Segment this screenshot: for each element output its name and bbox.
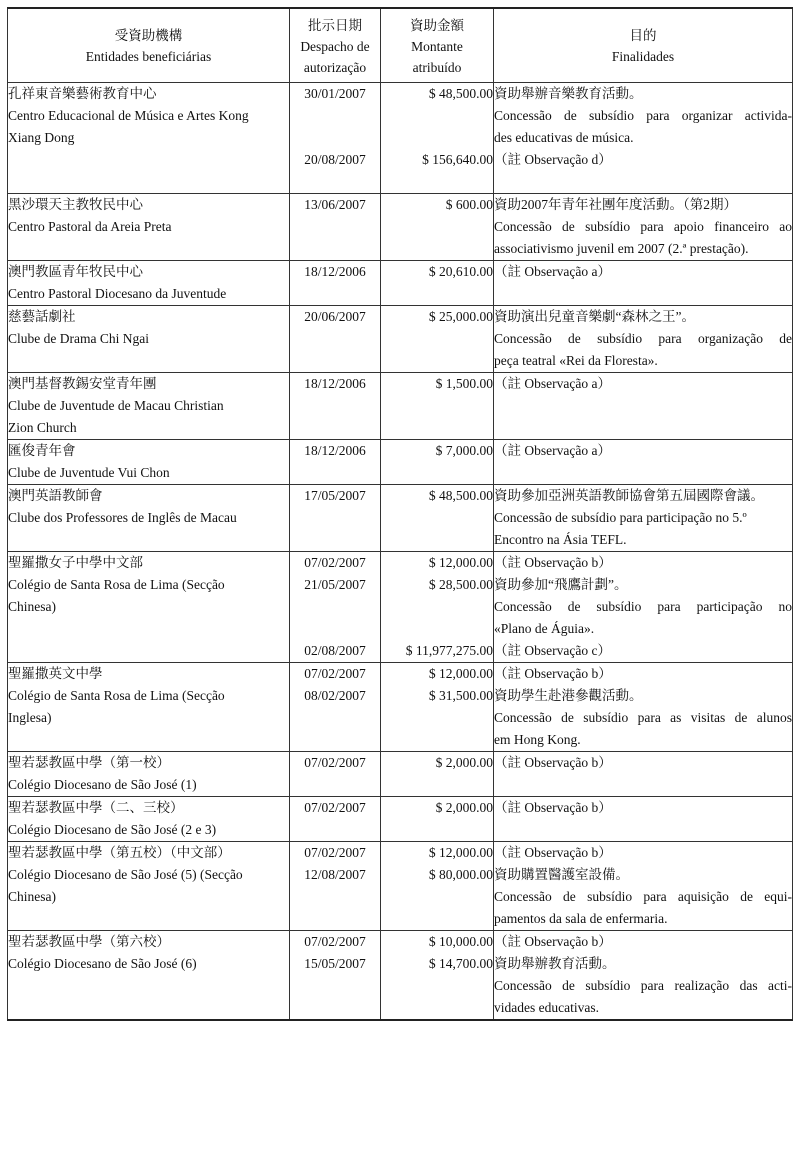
entity-line: 聖若瑟教區中學（二、三校） xyxy=(8,799,184,815)
purpose-line: （註 Observação b） xyxy=(494,844,612,860)
entity-cell xyxy=(8,372,290,439)
amount-line: $ 28,500.00 xyxy=(428,576,493,592)
amount-cell xyxy=(381,751,494,796)
entity-line: 匯俊青年會 xyxy=(8,442,76,458)
table-row xyxy=(8,930,793,1020)
date-cell xyxy=(290,662,381,751)
amount-line: $ 1,500.00 xyxy=(435,375,493,391)
header-date xyxy=(290,8,381,82)
table-row xyxy=(8,751,793,796)
entity-line: 聖若瑟教區中學（第一校） xyxy=(8,754,170,770)
amount-cell xyxy=(381,930,494,1020)
date-cell xyxy=(290,796,381,841)
entity-line xyxy=(8,997,289,1019)
amount-cell xyxy=(381,305,494,372)
purpose-line: Concessão de subsídio para realização das acti- xyxy=(494,977,792,993)
purpose-line: （註 Observação b） xyxy=(494,799,612,815)
table-row xyxy=(8,193,793,260)
purpose-line: pamentos da sala de enfermaria. xyxy=(494,910,668,926)
amount-cell xyxy=(381,372,494,439)
entity-line xyxy=(8,640,289,662)
purpose-line: （註 Observação d） xyxy=(494,151,612,167)
date-cell xyxy=(290,930,381,1020)
entity-line: 孔祥東音樂藝術教育中心 xyxy=(8,85,157,101)
purpose-line: （註 Observação a） xyxy=(494,375,611,391)
table-header-row xyxy=(8,8,793,82)
entity-line: Colégio Diocesano de São José (2 e 3) xyxy=(8,821,217,837)
entity-line: 澳門基督教錫安堂青年團 xyxy=(8,375,157,391)
entity-line: Chinesa) xyxy=(8,888,56,904)
amount-line: $ 20,610.00 xyxy=(428,263,493,279)
purpose-line: 資助學生赴港參觀活動。 xyxy=(494,687,643,703)
purpose-cell xyxy=(494,193,793,260)
date-cell xyxy=(290,751,381,796)
date-line: 15/05/2007 xyxy=(304,955,366,971)
date-cell xyxy=(290,439,381,484)
header-amount-pt-1: Montante xyxy=(411,38,463,54)
date-cell xyxy=(290,305,381,372)
purpose-cell xyxy=(494,662,793,751)
amount-cell xyxy=(381,439,494,484)
date-line: 07/02/2007 xyxy=(304,754,366,770)
amount-line: $ 10,000.00 xyxy=(428,933,493,949)
amount-line: $ 11,977,275.00 xyxy=(405,642,493,658)
date-line: 08/02/2007 xyxy=(304,687,366,703)
purpose-cell xyxy=(494,260,793,305)
date-line: 07/02/2007 xyxy=(304,933,366,949)
purpose-cell xyxy=(494,82,793,193)
header-date-zh: 批示日期 xyxy=(308,17,362,33)
entity-line: 慈藝話劇社 xyxy=(8,308,76,324)
entity-line: 澳門教區青年牧民中心 xyxy=(8,263,143,279)
purpose-line: （註 Observação b） xyxy=(494,665,612,681)
header-amount-pt-2: atribuído xyxy=(412,59,462,75)
date-cell xyxy=(290,82,381,193)
purpose-cell xyxy=(494,551,793,662)
amount-line: $ 600.00 xyxy=(445,196,493,212)
date-line: 20/06/2007 xyxy=(304,308,366,324)
purpose-line: （註 Observação c） xyxy=(494,642,611,658)
entity-line: Zion Church xyxy=(8,419,77,435)
entity-cell xyxy=(8,82,290,193)
table-body xyxy=(8,82,793,1020)
purpose-line: （註 Observação b） xyxy=(494,754,612,770)
date-line: 02/08/2007 xyxy=(304,642,366,658)
header-entity-zh: 受資助機構 xyxy=(114,28,183,44)
table-row xyxy=(8,305,793,372)
amount-line: $ 48,500.00 xyxy=(428,487,493,503)
amount-cell xyxy=(381,662,494,751)
amount-cell xyxy=(381,193,494,260)
entity-line: 聖羅撒女子中學中文部 xyxy=(8,554,143,570)
table-row xyxy=(8,796,793,841)
date-line: 20/08/2007 xyxy=(304,151,366,167)
date-line: 17/05/2007 xyxy=(304,487,366,503)
table-row xyxy=(8,82,793,193)
table-row xyxy=(8,439,793,484)
entity-line xyxy=(8,350,289,372)
purpose-line: （註 Observação b） xyxy=(494,933,612,949)
date-line: 21/05/2007 xyxy=(304,576,366,592)
date-line: 13/06/2007 xyxy=(304,196,366,212)
entity-line xyxy=(8,171,289,193)
entity-line: Xiang Dong xyxy=(8,129,75,145)
amount-line xyxy=(381,105,493,127)
date-line xyxy=(290,127,380,149)
purpose-line: associativismo juvenil em 2007 (2.ª prestação). xyxy=(494,240,749,256)
date-cell xyxy=(290,260,381,305)
amount-line: $ 25,000.00 xyxy=(428,308,493,324)
purpose-cell xyxy=(494,930,793,1020)
header-amount xyxy=(381,8,494,82)
entity-cell xyxy=(8,930,290,1020)
amount-line: $ 48,500.00 xyxy=(428,85,493,101)
entity-line xyxy=(8,908,289,930)
header-purpose xyxy=(494,8,793,82)
table-row xyxy=(8,372,793,439)
purpose-cell xyxy=(494,484,793,551)
purpose-line: （註 Observação a） xyxy=(494,442,611,458)
amount-line: $ 156,640.00 xyxy=(422,151,493,167)
header-entity-pt: Entidades beneficiárias xyxy=(85,49,212,65)
amount-line xyxy=(381,618,493,640)
entity-line xyxy=(8,149,289,171)
date-cell xyxy=(290,193,381,260)
entity-cell xyxy=(8,551,290,662)
date-cell xyxy=(290,841,381,930)
entity-line: 聖若瑟教區中學（第五校）（中文部） xyxy=(8,844,231,860)
purpose-line: 資助2007年青年社團年度活動。（第2期） xyxy=(494,196,737,212)
entity-cell xyxy=(8,305,290,372)
entity-line: 聖若瑟教區中學（第六校） xyxy=(8,933,170,949)
amount-cell xyxy=(381,551,494,662)
table-row xyxy=(8,484,793,551)
date-line xyxy=(290,618,380,640)
purpose-line: peça teatral «Rei da Floresta». xyxy=(494,352,658,368)
entity-line: Colégio de Santa Rosa de Lima (Secção xyxy=(8,687,225,703)
purpose-cell xyxy=(494,841,793,930)
amount-line: $ 12,000.00 xyxy=(428,554,493,570)
purpose-cell xyxy=(494,372,793,439)
entity-line: Colégio Diocesano de São José (5) (Secção xyxy=(8,866,243,882)
table-row xyxy=(8,662,793,751)
entity-line: Centro Educacional de Música e Artes Kong xyxy=(8,107,249,123)
entity-line: Colégio Diocesano de São José (1) xyxy=(8,776,197,792)
entity-line xyxy=(8,238,289,260)
purpose-line: Encontro na Ásia TEFL. xyxy=(494,531,627,547)
date-line: 12/08/2007 xyxy=(304,866,366,882)
purpose-cell xyxy=(494,305,793,372)
purpose-line: em Hong Kong. xyxy=(494,731,581,747)
entity-line xyxy=(8,729,289,751)
header-entity xyxy=(8,8,290,82)
amount-cell xyxy=(381,484,494,551)
purpose-line: 資助參加“飛鷹計劃”。 xyxy=(494,576,628,592)
header-purpose-pt: Finalidades xyxy=(611,49,675,65)
entity-line xyxy=(8,529,289,551)
purpose-line: （註 Observação a） xyxy=(494,263,611,279)
amount-line: $ 2,000.00 xyxy=(435,754,493,770)
date-line: 18/12/2006 xyxy=(304,263,366,279)
purpose-line: Concessão de subsídio para as visitas de alunos xyxy=(494,709,792,725)
purpose-line: （註 Observação b） xyxy=(494,554,612,570)
purpose-line: Concessão de subsídio para organização de xyxy=(494,330,792,346)
date-line: 18/12/2006 xyxy=(304,375,366,391)
date-line: 18/12/2006 xyxy=(304,442,366,458)
header-date-pt-1: Despacho de xyxy=(300,38,370,54)
amount-cell xyxy=(381,260,494,305)
date-line: 30/01/2007 xyxy=(304,85,366,101)
amount-line: $ 80,000.00 xyxy=(428,866,493,882)
entity-line: Colégio Diocesano de São José (6) xyxy=(8,955,197,971)
entity-line: Clube de Juventude de Macau Christian xyxy=(8,397,224,413)
purpose-line: 資助購置醫護室設備。 xyxy=(494,866,629,882)
table-row xyxy=(8,841,793,930)
table-row xyxy=(8,551,793,662)
entity-line xyxy=(8,618,289,640)
entity-line: Chinesa) xyxy=(8,598,56,614)
date-line: 07/02/2007 xyxy=(304,554,366,570)
date-line: 07/02/2007 xyxy=(304,665,366,681)
purpose-line: vidades educativas. xyxy=(494,999,599,1015)
entity-cell xyxy=(8,841,290,930)
entity-line: Clube de Drama Chi Ngai xyxy=(8,330,149,346)
amount-line: $ 14,700.00 xyxy=(428,955,493,971)
entity-line: Inglesa) xyxy=(8,709,52,725)
purpose-line: 資助舉辦音樂教育活動。 xyxy=(494,85,643,101)
amount-cell xyxy=(381,82,494,193)
header-amount-zh: 資助金額 xyxy=(410,17,464,33)
header-purpose-zh: 目的 xyxy=(629,28,657,44)
date-line xyxy=(290,105,380,127)
entity-cell xyxy=(8,260,290,305)
entity-line: Centro Pastoral Diocesano da Juventude xyxy=(8,285,227,301)
amount-line: $ 31,500.00 xyxy=(428,687,493,703)
purpose-line: «Plano de Águia». xyxy=(494,620,595,636)
amount-cell xyxy=(381,796,494,841)
entity-cell xyxy=(8,439,290,484)
entity-cell xyxy=(8,751,290,796)
entity-line: Clube de Juventude Vui Chon xyxy=(8,464,170,480)
entity-line: 聖羅撒英文中學 xyxy=(8,665,103,681)
amount-line xyxy=(381,127,493,149)
date-line: 07/02/2007 xyxy=(304,799,366,815)
purpose-line: 資助參加亞洲英語教師協會第五屆國際會議。 xyxy=(494,487,764,503)
date-cell xyxy=(290,372,381,439)
amount-line: $ 12,000.00 xyxy=(428,844,493,860)
amount-line: $ 2,000.00 xyxy=(435,799,493,815)
entity-line: Clube dos Professores de Inglês de Macau xyxy=(8,509,237,525)
purpose-cell xyxy=(494,439,793,484)
header-date-pt-2: autorização xyxy=(303,59,367,75)
purpose-cell xyxy=(494,796,793,841)
purpose-line: Concessão de subsídio para aquisição de equi- xyxy=(494,888,792,904)
entity-line: 澳門英語教師會 xyxy=(8,487,103,503)
purpose-line: Concessão de subsídio para participação no 5.º xyxy=(494,509,747,525)
amount-line: $ 7,000.00 xyxy=(435,442,493,458)
purpose-cell xyxy=(494,751,793,796)
purpose-line: Concessão de subsídio para organizar activida- xyxy=(494,107,792,123)
date-cell xyxy=(290,484,381,551)
purpose-line: 資助演出兒童音樂劇“森林之王”。 xyxy=(494,308,695,324)
entity-cell xyxy=(8,484,290,551)
purpose-line: Concessão de subsídio para participação no xyxy=(494,598,792,614)
entity-cell xyxy=(8,796,290,841)
date-line: 07/02/2007 xyxy=(304,844,366,860)
entity-cell xyxy=(8,193,290,260)
amount-line xyxy=(381,596,493,618)
entity-line: Colégio de Santa Rosa de Lima (Secção xyxy=(8,576,225,592)
entity-cell xyxy=(8,662,290,751)
purpose-line: 資助舉辦教育活動。 xyxy=(494,955,616,971)
entity-line xyxy=(8,975,289,997)
purpose-line: Concessão de subsídio para apoio financeiro ao xyxy=(494,218,792,234)
table-row xyxy=(8,260,793,305)
entity-line: 黑沙環天主教牧民中心 xyxy=(8,196,143,212)
subsidy-table xyxy=(7,7,793,1021)
purpose-line: des educativas de música. xyxy=(494,129,634,145)
entity-line: Centro Pastoral da Areia Preta xyxy=(8,218,172,234)
date-line xyxy=(290,596,380,618)
amount-cell xyxy=(381,841,494,930)
amount-line: $ 12,000.00 xyxy=(428,665,493,681)
date-cell xyxy=(290,551,381,662)
